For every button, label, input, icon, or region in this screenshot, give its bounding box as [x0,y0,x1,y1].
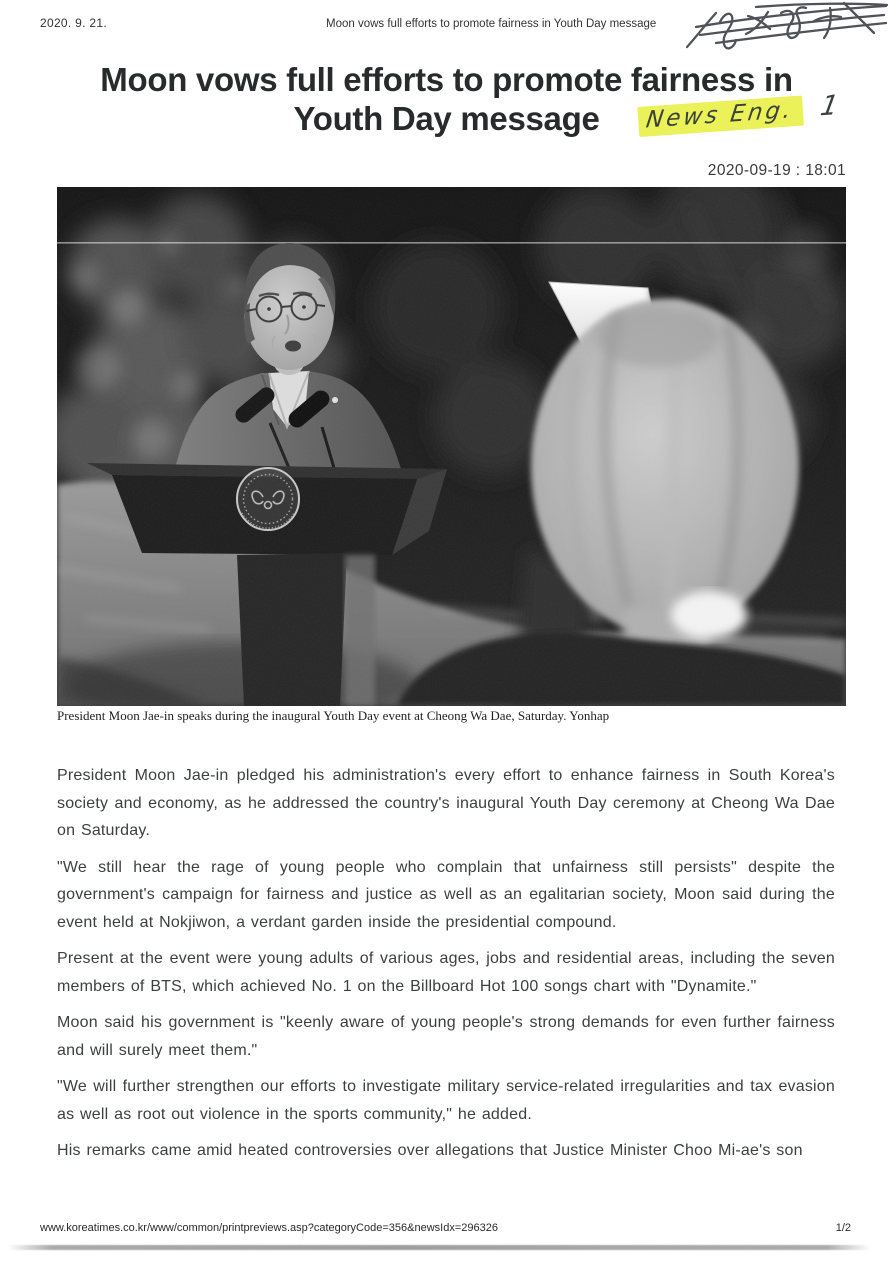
print-date: 2020. 9. 21. [40,16,107,30]
note-number: 1 [818,89,842,123]
footer-url: www.koreatimes.co.kr/www/common/printpreviews.asp?categoryCode=356&newsIdx=296326 [40,1222,498,1234]
article-title-line1: Moon vows full efforts to promote fairness in [100,61,793,98]
note-text: News Eng. [644,96,796,134]
article-paragraph: "We still hear the rage of young people who complain that unfairness still persists" despite the government's campaign for fairness and justice as well as an egalitarian society, Moon said during the event held at Nokjiwon, a verdant garden inside the presidential compound. [57,858,835,931]
article-body [57,762,835,1174]
article-photo [57,187,846,706]
photo-caption: President Moon Jae-in speaks during the inaugural Youth Day event at Cheong Wa Dae, Saturday. Yonhap [57,708,610,723]
article-paragraph: Present at the event were young adults of various ages, jobs and residential areas, including the seven members of BTS, which achieved No. 1 on the Billboard Hot 100 songs chart with "Dynamite." [57,950,835,995]
scan-edge-artifact [8,1245,870,1250]
page-number: 1/2 [835,1222,851,1234]
article-paragraph: Moon said his government is "keenly aware of young people's strong demands for even further fairness and will surely meet them." [57,1014,835,1059]
article-paragraph: President Moon Jae-in pledged his administration's every effort to enhance fairness in South Korea's society and economy, as he addressed the country's inaugural Youth Day ceremony at Cheong Wa Dae on Saturday. [57,767,835,839]
photo-grain [57,187,846,706]
print-header-title: Moon vows full efforts to promote fairness in Youth Day message [326,18,657,30]
article-timestamp: 2020-09-19 : 18:01 [707,162,846,179]
article-title-line2: Youth Day message [293,100,600,137]
article-paragraph: "We will further strengthen our efforts to investigate military service-related irregularities and tax evasion as well as root out violence in the sports community," he added. [57,1078,835,1123]
article-paragraph: His remarks came amid heated controversies over allegations that Justice Minister Choo Mi-ae's son [57,1142,803,1159]
crossed-out-scribble-icon [684,0,890,54]
